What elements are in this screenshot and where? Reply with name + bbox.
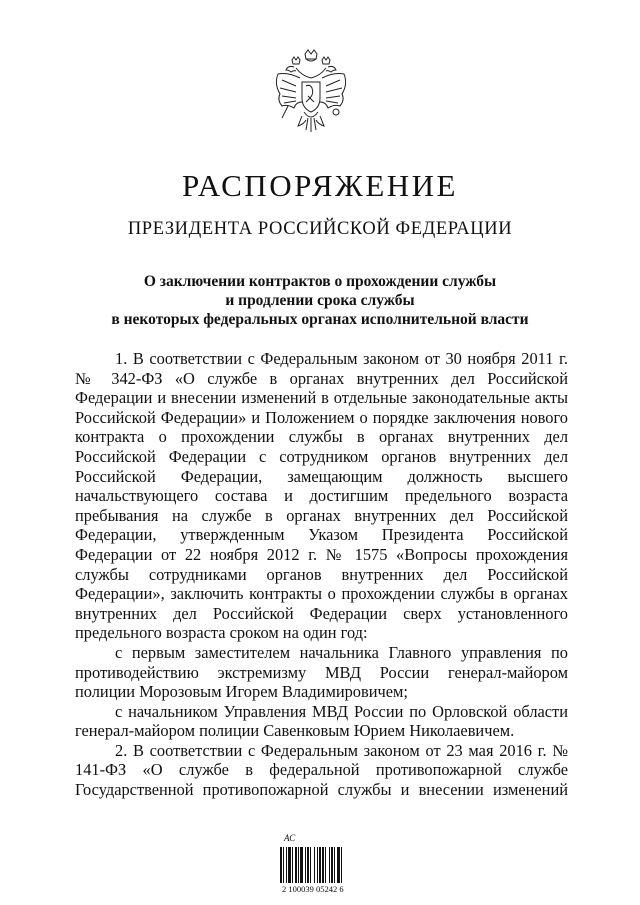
title-line: и продлении срока службы — [225, 292, 415, 309]
coat-of-arms-icon — [270, 48, 352, 140]
title-line: О заключении контрактов о прохождении службы — [143, 273, 497, 290]
document-title — [60, 272, 580, 329]
issuer-heading: ПРЕЗИДЕНТА РОССИЙСКОЙ ФЕДЕРАЦИИ — [127, 219, 513, 239]
title-line: в некоторых федеральных органах исполнительной власти — [111, 311, 529, 328]
barcode-number: 2 100039 05242 6 — [282, 884, 344, 894]
paragraph: с начальником Управления МВД России по Орловской области генерал-майором полиции Савенковым Юрием Николаевичем. — [75, 701, 568, 741]
registration-stamp — [272, 833, 372, 895]
paragraph: 1. В соответствии с Федеральным законом от 30 ноября 2011 г. № 342-ФЗ «О службе в органах внутренних дел Российской Федерации и внесении изменений в отдельные законодательные акты Российской Федерации» и Положением о порядке заключения нового контракта о прохождении службы в органах внутренних дел Российской Федерации с сотрудником органов внутренних дел Российской Федерации, замещающим должность высшего начальствующего состава и достигшим предельного возраста пребывания на службе в органах внутренних дел Российской Федерации, утвержденным Указом Президента Российской Федерации от 22 ноября 2012 г. № 1575 «Вопросы прохождения службы сотрудниками органов внутренних дел Российской Федерации», заключить контракты о прохождении службы в органах внутренних дел Российской Федерации сверх установленного предельного возраста сроком на один год: — [75, 349, 568, 643]
document-body — [75, 349, 568, 800]
paragraph: 2. В соответствии с Федеральным законом от 23 мая 2016 г. № 141-ФЗ «О службе в федеральной противопожарной службе Государственной противопожарной службы и внесении изменений — [75, 740, 568, 800]
document-type-heading: РАСПОРЯЖЕНИЕ — [182, 168, 458, 203]
paragraph: с первым заместителем начальника Главного управления по противодействию экстремизму МВД России генерал-майором полиции Морозовым Игорем Владимировичем; — [75, 642, 568, 702]
barcode-icon — [280, 847, 366, 883]
stamp-initials: АС — [284, 833, 296, 843]
